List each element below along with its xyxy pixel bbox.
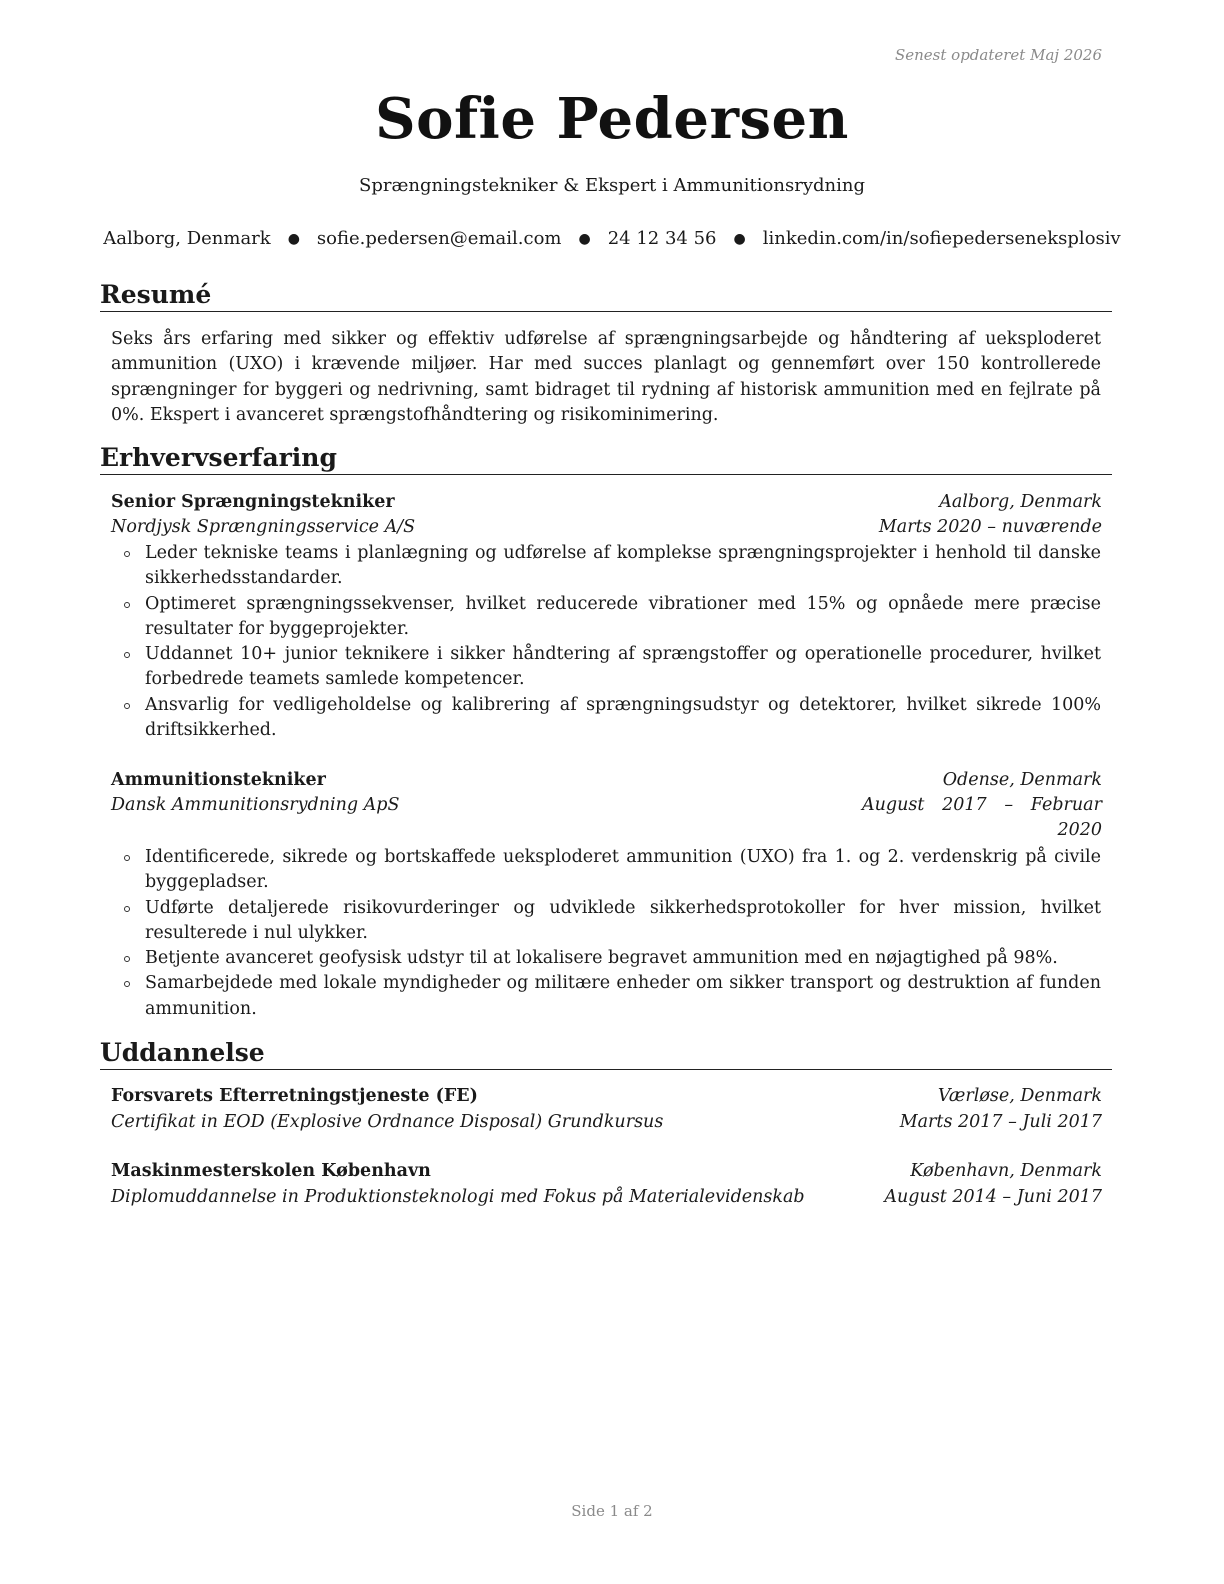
tagline: Sprængningstekniker & Ekspert i Ammunitionsrydning: [359, 175, 865, 196]
education-school: Forsvarets Efterretningstjeneste (FE): [111, 1086, 478, 1106]
list-item: Ansvarlig for vedligeholdelse og kalibrering af sprængningsudstyr og detektorer, hvilket sikrede 100% driftsikkerhed.: [145, 693, 1101, 744]
job-company: Nordjysk Sprængningsservice A/S: [111, 517, 416, 537]
job-dates: August 2017 – Februar 2020: [862, 795, 1102, 841]
list-item: Optimeret sprængningssekvenser, hvilket reducerede vibrationer med 15% og opnåede mere præcise resultater for byggeprojekter.: [145, 592, 1101, 643]
section-title-summary: Resumé: [100, 280, 1112, 312]
job-bullets: [145, 845, 1101, 1022]
job-location: Odense, Denmark: [942, 770, 1102, 790]
job-location: Aalborg, Denmark: [939, 492, 1102, 512]
list-item: Samarbejdede med lokale myndigheder og militære enheder om sikker transport og destruktion af funden ammunition.: [145, 971, 1101, 1022]
job-role: Senior Sprængningstekniker: [111, 492, 395, 512]
education-location: København, Denmark: [910, 1161, 1102, 1181]
candidate-name: Sofie Pedersen: [375, 86, 849, 152]
job-role: Ammunitionstekniker: [111, 770, 326, 790]
list-item: Betjente avanceret geofysisk udstyr til at lokalisere begravet ammunition med en nøjagtighed på 98%.: [145, 946, 1101, 971]
list-item: Uddannet 10+ junior teknikere i sikker håndtering af sprængstoffer og operationelle procedurer, hvilket forbedrede teamets samlede kompetencer.: [145, 642, 1101, 693]
contact-email[interactable]: sofie.pedersen@email.com: [316, 228, 562, 249]
summary-text: Seks års erfaring med sikker og effektiv udførelse af sprængningsarbejde og håndtering af ueksploderet ammunition (UXO) i krævende miljøer. Har med succes planlagt og gennemført over 150 kontrollerede sprængninger for byggeri og nedrivning, samt bidraget til rydning af historisk ammunition med en fejlrate på 0%. Ekspert i avanceret sprængstofhåndtering og risikominimering.: [111, 329, 1101, 425]
contact-line: [0, 228, 1224, 249]
last-updated: Senest opdateret Maj 2026: [894, 46, 1102, 64]
job-company: Dansk Ammunitionsrydning ApS: [111, 795, 400, 815]
list-item: Leder tekniske teams i planlægning og udførelse af komplekse sprængningsprojekter i henhold til danske sikkerhedsstandarder.: [145, 541, 1101, 592]
education-location: Værløse, Denmark: [937, 1086, 1102, 1106]
bullet-separator: ●: [578, 231, 591, 247]
education-degree: Certifikat in EOD (Explosive Ordnance Disposal) Grundkursus: [111, 1112, 664, 1132]
bullet-separator: ●: [733, 231, 746, 247]
job-dates: Marts 2020 – nuværende: [878, 517, 1102, 537]
list-item: Identificerede, sikrede og bortskaffede ueksploderet ammunition (UXO) fra 1. og 2. verdenskrig på civile byggepladser.: [145, 845, 1101, 896]
education-school: Maskinmesterskolen København: [111, 1161, 431, 1181]
section-title-experience: Erhvervserfaring: [100, 443, 1112, 475]
education-dates: August 2014 – Juni 2017: [884, 1187, 1102, 1207]
page-number: Side 1 af 2: [571, 1502, 653, 1520]
bullet-separator: ●: [287, 231, 300, 247]
contact-linkedin[interactable]: linkedin.com/in/sofiepederseneksplosiv: [762, 228, 1121, 249]
contact-phone: 24 12 34 56: [607, 228, 717, 249]
contact-location: Aalborg, Denmark: [103, 228, 271, 249]
job-bullets: [145, 541, 1101, 743]
list-item: Udførte detaljerede risikovurderinger og udviklede sikkerhedsprotokoller for hver mission, hvilket resulterede i nul ulykker.: [145, 896, 1101, 947]
education-degree: Diplomuddannelse in Produktionsteknologi med Fokus på Materialevidenskab: [111, 1187, 805, 1207]
section-title-education: Uddannelse: [100, 1038, 1112, 1070]
education-dates: Marts 2017 – Juli 2017: [899, 1112, 1102, 1132]
